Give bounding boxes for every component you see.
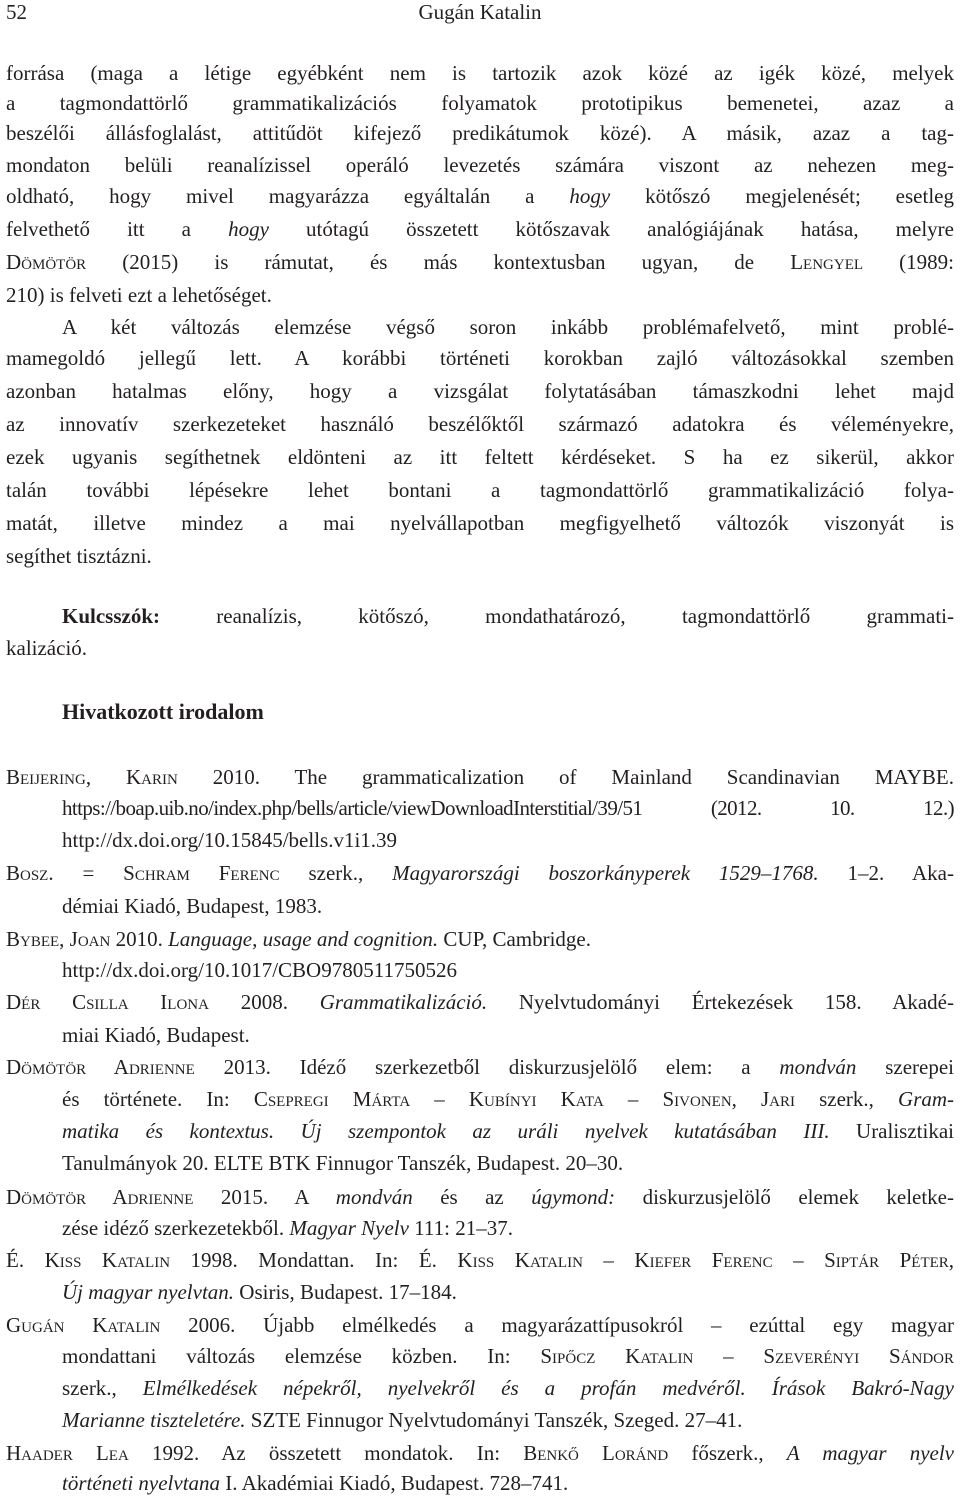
reference-entry: démiai Kiadó, Budapest, 1983. [62,894,323,918]
reference-entry: miai Kiadó, Budapest. [62,1023,250,1047]
body-line: segíthet tisztázni. [6,544,152,568]
keywords-label: Kulcsszók: [62,604,161,628]
reference-entry: É. Kiss Katalin 1998. Mondattan. In: É. Kiss Katalin – Kiefer Ferenc – Siptár Péter, [6,1248,955,1272]
reference-entry: Dömötör Adrienne 2015. A mondván és az úgymond: diskurzusjelölő elemek keletke- [6,1185,955,1209]
author-name: Dömötör [6,250,87,274]
keywords-line: kalizáció. [6,636,88,660]
body-line: beszélői állásfoglalást, attitűdöt kifejező predikátumok közé). A másik, azaz a tag- [6,121,954,145]
body-line: azonban hatalmas előny, hogy a vizsgálat folytatásában támaszkodni lehet majd [6,379,954,403]
reference-entry: Dömötör Adrienne 2013. Idéző szerkezetből diskurzusjelölő elem: a mondván szerepei [6,1055,954,1079]
reference-entry: Dér Csilla Ilona 2008. Grammatikalizáció. Nyelvtudományi Értekezések 158. Akadé- [6,990,954,1014]
body-line: 210) is felveti ezt a lehetőséget. [6,283,272,307]
reference-entry: Bosz. = Schram Ferenc szerk., Magyarországi boszorkányperek 1529–1768. 1–2. Aka- [6,861,954,885]
body-line: talán további lépésekre lehet bontani a tagmondattörlő grammatikalizáció folya- [6,478,954,502]
running-header [0,0,960,24]
body-line: matát, illetve mindez a mai nyelvállapotban megfigyelhető változók viszonyát is [6,511,954,535]
body-line: mamegoldó jellegű lett. A korábbi történeti korokban zajló változásokkal szemben [6,346,954,370]
reference-entry: Marianne tiszteletére. SZTE Finnugor Nyelvtudományi Tanszék, Szeged. 27–41. [62,1408,743,1432]
reference-entry: Beijering, Karin 2010. The grammaticalization of Mainland Scandinavian MAYBE. [6,765,954,789]
reference-entry: matika és kontextus. Új szempontok az uráli nyelvek kutatásában III. Uralisztikai [62,1119,954,1143]
reference-url: http://dx.doi.org/10.15845/bells.v1i1.39 [62,828,398,852]
running-head-author: Gugán Katalin [418,0,542,24]
body-line: A két változás elemzése végső soron inkább problémafelvető, mint problé- [62,315,954,339]
reference-entry: Gugán Katalin 2006. Újabb elmélkedés a magyarázattípusokról – ezúttal egy magyar [6,1313,954,1337]
body-line: a tagmondattörlő grammatikalizációs folyamatok prototipikus bemenetei, azaz a [6,91,954,115]
body-line: mondaton belüli reanalízissel operáló levezetés számára viszont az nehezen meg- [6,153,954,177]
reference-url: http://dx.doi.org/10.1017/CBO9780511750526 [62,958,457,982]
body-line: forrása (maga a létige egyébként nem is tartozik azok közé az igék közé, melyek [6,61,954,85]
reference-entry: és története. In: Csepregi Márta – Kubínyi Kata – Sivonen, Jari szerk., Gram- [62,1087,955,1111]
body-line: oldható, hogy mivel magyarázza egyáltalán a hogy kötőszó megjelenését; esetleg [6,184,954,208]
reference-entry: Bybee, Joan 2010. Language, usage and cognition. CUP, Cambridge. [6,927,592,951]
references-heading: Hivatkozott irodalom [62,699,264,724]
body-line: felvethető itt a hogy utótagú összetett kötőszavak analógiájának hatása, melyre [6,217,954,241]
author-name: Lengyel [790,250,864,274]
reference-url: https://boap.uib.no/index.php/bells/article/viewDownloadInterstitial/39/51 (2012. 10. 12.) [62,796,954,820]
reference-entry: történeti nyelvtana I. Akadémiai Kiadó, Budapest. 728–741. [62,1471,569,1495]
reference-entry: Új magyar nyelvtan. Osiris, Budapest. 17–184. [62,1280,457,1304]
reference-entry: mondattani változás elemzése közben. In: Sipőcz Katalin – Szeverényi Sándor [62,1344,955,1368]
reference-entry: zése idéző szerkezetekből. Magyar Nyelv 111: 21–37. [62,1216,513,1240]
reference-entry: Haader Lea 1992. Az összetett mondatok. In: Benkő Loránd főszerk., A magyar nyelv [6,1441,954,1465]
body-line: Dömötör (2015) is rámutat, és más kontextusban ugyan, de Lengyel (1989: [6,250,954,274]
page-number: 52 [6,0,27,24]
reference-entry: szerk., Elmélkedések népekről, nyelvekről és a profán medvéről. Írások Bakró-Nagy [62,1376,954,1400]
reference-entry: Tanulmányok 20. ELTE BTK Finnugor Tanszék, Budapest. 20–30. [62,1151,624,1175]
body-line: az innovatív szerkezeteket használó beszélőktől származó adatokra és véleményekre, [6,412,954,436]
keywords-line: Kulcsszók: reanalízis, kötőszó, mondathatározó, tagmondattörlő grammati- [62,604,954,628]
body-line: ezek ugyanis segíthetnek eldönteni az itt feltett kérdéseket. S ha ez sikerül, akkor [6,445,954,469]
